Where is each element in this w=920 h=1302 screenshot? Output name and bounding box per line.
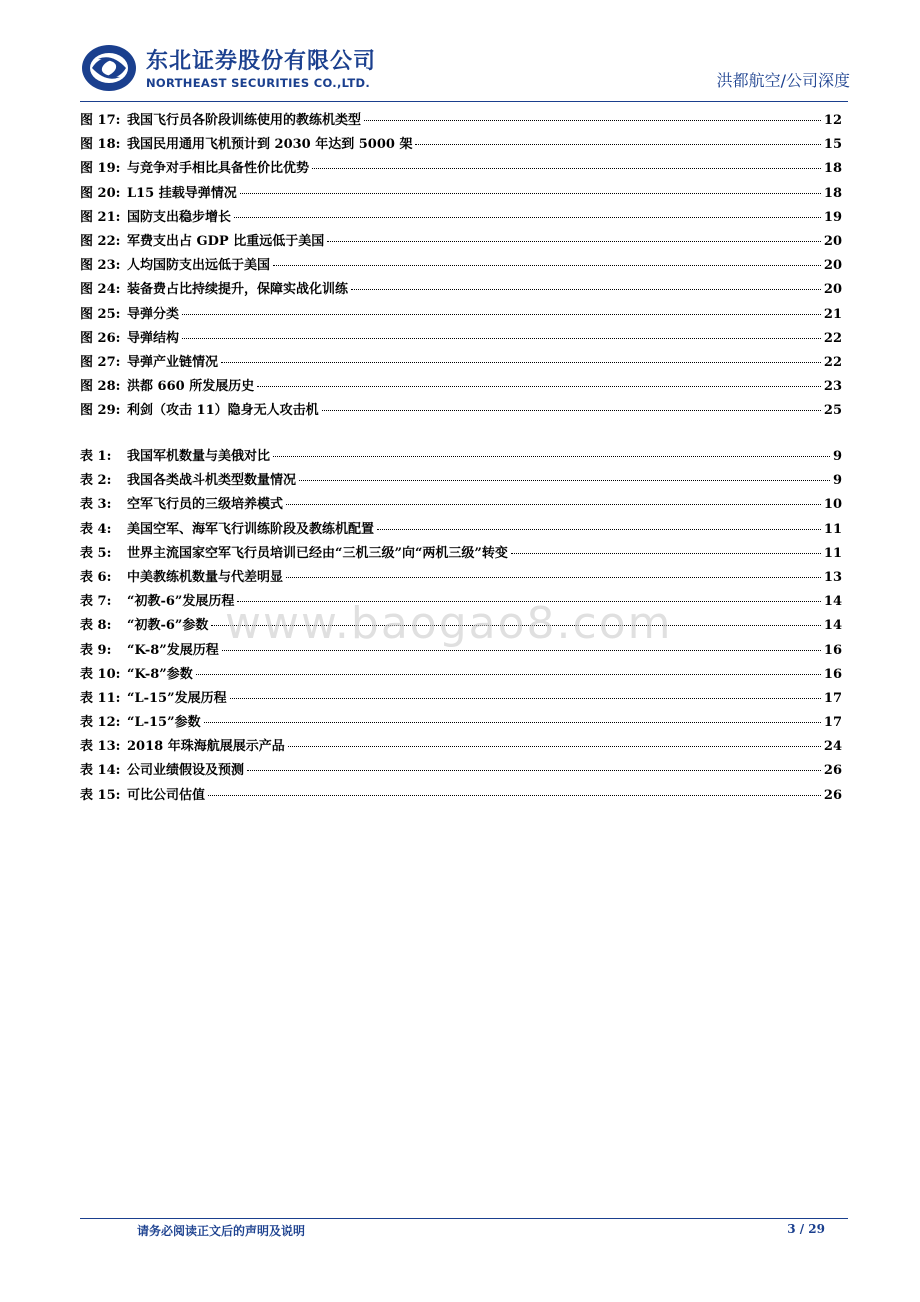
toc-leader-dots [288, 746, 821, 747]
toc-entry-table[interactable] [80, 663, 842, 687]
toc-label: 图 21: [80, 209, 121, 225]
toc-entry-figure[interactable] [80, 133, 842, 157]
toc-page-number: 13 [823, 569, 842, 585]
toc-page-number: 17 [823, 690, 842, 706]
toc-title: 我国飞行员各阶段训练使用的教练机类型 [127, 113, 362, 128]
toc-title: 军费支出占 GDP 比重远低于美国 [127, 233, 325, 249]
toc-page-number: 14 [823, 618, 842, 634]
toc-label: 表 4: [80, 521, 112, 537]
toc-leader-dots [204, 722, 821, 723]
toc-title: 我国军机数量与美俄对比 [127, 449, 271, 464]
toc-label: 表 15: [80, 787, 121, 803]
toc-title: “初教-6”参数 [127, 618, 209, 634]
toc-label: 表 12: [80, 715, 121, 731]
toc-page-number: 25 [823, 403, 842, 419]
toc-page-number: 24 [823, 739, 842, 755]
toc-title: 国防支出稳步增长 [127, 209, 232, 225]
page-indicator: 3 / 29 [787, 1222, 825, 1236]
toc-entry-figure[interactable] [80, 157, 842, 181]
toc-label: 图 22: [80, 233, 121, 249]
toc-entry-figure[interactable] [80, 399, 842, 423]
report-tag: 洪都航空/公司深度 [716, 71, 850, 90]
toc-title: “L-15”发展历程 [127, 690, 227, 706]
toc-leader-dots [221, 362, 821, 363]
toc-entry-table[interactable] [80, 784, 842, 808]
toc-label: 表 10: [80, 666, 121, 682]
toc-page-number: 10 [823, 497, 842, 513]
toc-leader-dots [312, 168, 821, 169]
toc-title: “L-15”参数 [127, 715, 201, 731]
toc-page-number: 12 [823, 113, 842, 128]
toc-entry-figure[interactable] [80, 375, 842, 399]
toc-page-number: 9 [832, 449, 842, 464]
page-header [80, 40, 850, 100]
toc-leader-dots [222, 650, 821, 651]
toc-label: 表 2: [80, 473, 112, 489]
toc-label: 图 17: [80, 113, 121, 128]
figure-list [80, 109, 842, 423]
toc-entry-figure[interactable] [80, 206, 842, 230]
toc-leader-dots [415, 144, 820, 145]
toc-leader-dots [377, 529, 821, 530]
toc-title: 导弹结构 [127, 330, 180, 346]
toc-page-number: 17 [823, 715, 842, 731]
toc-label: 表 14: [80, 763, 121, 779]
company-logo-icon [80, 43, 138, 93]
toc-page-number: 19 [823, 209, 842, 225]
toc-leader-dots [511, 553, 821, 554]
toc-leader-dots [322, 410, 821, 411]
toc-title: 人均国防支出远低于美国 [127, 258, 271, 274]
toc-label: 表 8: [80, 618, 112, 634]
toc-title: 我国各类战斗机类型数量情况 [127, 473, 297, 489]
toc-title: L15 挂载导弹情况 [127, 185, 237, 201]
toc-entry-table[interactable] [80, 518, 842, 542]
toc-label: 图 25: [80, 306, 121, 322]
toc-page-number: 26 [823, 787, 842, 803]
toc-leader-dots [182, 338, 821, 339]
toc-leader-dots [182, 314, 821, 315]
toc-label: 表 13: [80, 739, 121, 755]
company-name-en: NORTHEAST SECURITIES CO.,LTD. [146, 76, 370, 90]
toc-entry-table[interactable] [80, 687, 842, 711]
toc-page-number: 22 [823, 330, 842, 346]
toc-entry-table[interactable] [80, 445, 842, 469]
toc-title: 装备费占比持续提升，保障实战化训练 [127, 282, 349, 298]
toc-page-number: 18 [823, 185, 842, 201]
toc-page-number: 9 [832, 473, 842, 489]
toc-leader-dots [351, 289, 821, 290]
toc-entry-table[interactable] [80, 711, 842, 735]
toc-entry-table[interactable] [80, 735, 842, 759]
toc-leader-dots [196, 674, 821, 675]
toc-entry-table[interactable] [80, 469, 842, 493]
toc-label: 表 7: [80, 594, 112, 610]
toc-label: 图 24: [80, 282, 121, 298]
toc-entry-figure[interactable] [80, 230, 842, 254]
toc-title: 可比公司估值 [127, 787, 206, 803]
toc-label: 图 27: [80, 354, 121, 370]
toc-leader-dots [286, 504, 821, 505]
company-name-cn: 东北证券股份有限公司 [146, 49, 377, 74]
watermark: www.baogao8.com [225, 598, 673, 649]
toc-label: 表 5: [80, 545, 112, 561]
toc-leader-dots [257, 386, 821, 387]
toc-entry-figure[interactable] [80, 303, 842, 327]
toc-entry-table[interactable] [80, 542, 842, 566]
toc-label: 表 6: [80, 569, 112, 585]
toc-page-number: 21 [823, 306, 842, 322]
toc-leader-dots [240, 193, 821, 194]
toc-title: 中美教练机数量与代差明显 [127, 569, 284, 585]
toc-label: 表 3: [80, 497, 112, 513]
toc-label: 表 9: [80, 642, 112, 658]
toc-entry-figure[interactable] [80, 182, 842, 206]
toc-page-number: 18 [823, 161, 842, 177]
toc-label: 图 28: [80, 379, 121, 395]
toc-page-number: 16 [823, 642, 842, 658]
toc-title: 导弹产业链情况 [127, 354, 219, 370]
toc-leader-dots [234, 217, 821, 218]
toc-page-number: 11 [823, 545, 842, 561]
toc-title: 空军飞行员的三级培养模式 [127, 497, 284, 513]
toc-leader-dots [247, 770, 821, 771]
toc-label: 表 11: [80, 690, 121, 706]
toc-title: 世界主流国家空军飞行员培训已经由“三机三级”向“两机三级”转变 [127, 545, 508, 561]
toc-label: 图 20: [80, 185, 121, 201]
toc-title: “K-8”发展历程 [127, 642, 219, 658]
toc-entry-figure[interactable] [80, 278, 842, 302]
toc-label: 图 23: [80, 258, 121, 274]
header-divider [80, 101, 848, 102]
toc-page-number: 26 [823, 763, 842, 779]
toc-page-number: 20 [823, 233, 842, 249]
toc-leader-dots [364, 120, 821, 121]
toc-label: 图 19: [80, 161, 121, 177]
toc-label: 图 29: [80, 403, 121, 419]
toc-leader-dots [273, 265, 821, 266]
toc-entry-table[interactable] [80, 759, 842, 783]
toc-title: 与竞争对手相比具备性价比优势 [127, 161, 310, 177]
toc-leader-dots [299, 480, 830, 481]
toc-page-number: 14 [823, 594, 842, 610]
toc-leader-dots [286, 577, 821, 578]
toc-page-number: 11 [823, 521, 842, 537]
toc-page-number: 23 [823, 379, 842, 395]
toc-entry-figure[interactable] [80, 254, 842, 278]
toc-page-number: 20 [823, 282, 842, 298]
toc-entry-table[interactable] [80, 493, 842, 517]
toc-label: 表 1: [80, 449, 112, 464]
toc-entry-table[interactable] [80, 566, 842, 590]
toc-entry-figure[interactable] [80, 351, 842, 375]
toc-leader-dots [327, 241, 821, 242]
toc-title: 利剑（攻击 11）隐身无人攻击机 [127, 403, 319, 419]
toc-page-number: 15 [823, 137, 842, 153]
toc-entry-figure[interactable] [80, 327, 842, 351]
toc-title: 导弹分类 [127, 306, 180, 322]
toc-leader-dots [208, 795, 821, 796]
footer-divider [80, 1218, 848, 1219]
toc-leader-dots [230, 698, 821, 699]
toc-page-number: 20 [823, 258, 842, 274]
toc-title: 洪都 660 所发展历史 [127, 379, 255, 395]
toc-title: “K-8”参数 [127, 666, 193, 682]
footer-disclaimer: 请务必阅读正文后的声明及说明 [137, 1224, 306, 1238]
toc-label: 图 18: [80, 137, 121, 153]
toc-title: 2018 年珠海航展展示产品 [127, 739, 285, 755]
toc-title: “初教-6”发展历程 [127, 594, 235, 610]
toc-label: 图 26: [80, 330, 121, 346]
toc-title: 美国空军、海军飞行训练阶段及教练机配置 [127, 521, 375, 537]
toc-title: 我国民用通用飞机预计到 2030 年达到 5000 架 [127, 137, 413, 153]
toc-title: 公司业绩假设及预测 [127, 763, 245, 779]
toc-page-number: 16 [823, 666, 842, 682]
toc-entry-figure[interactable] [80, 109, 842, 133]
toc-page-number: 22 [823, 354, 842, 370]
toc-leader-dots [273, 456, 830, 457]
